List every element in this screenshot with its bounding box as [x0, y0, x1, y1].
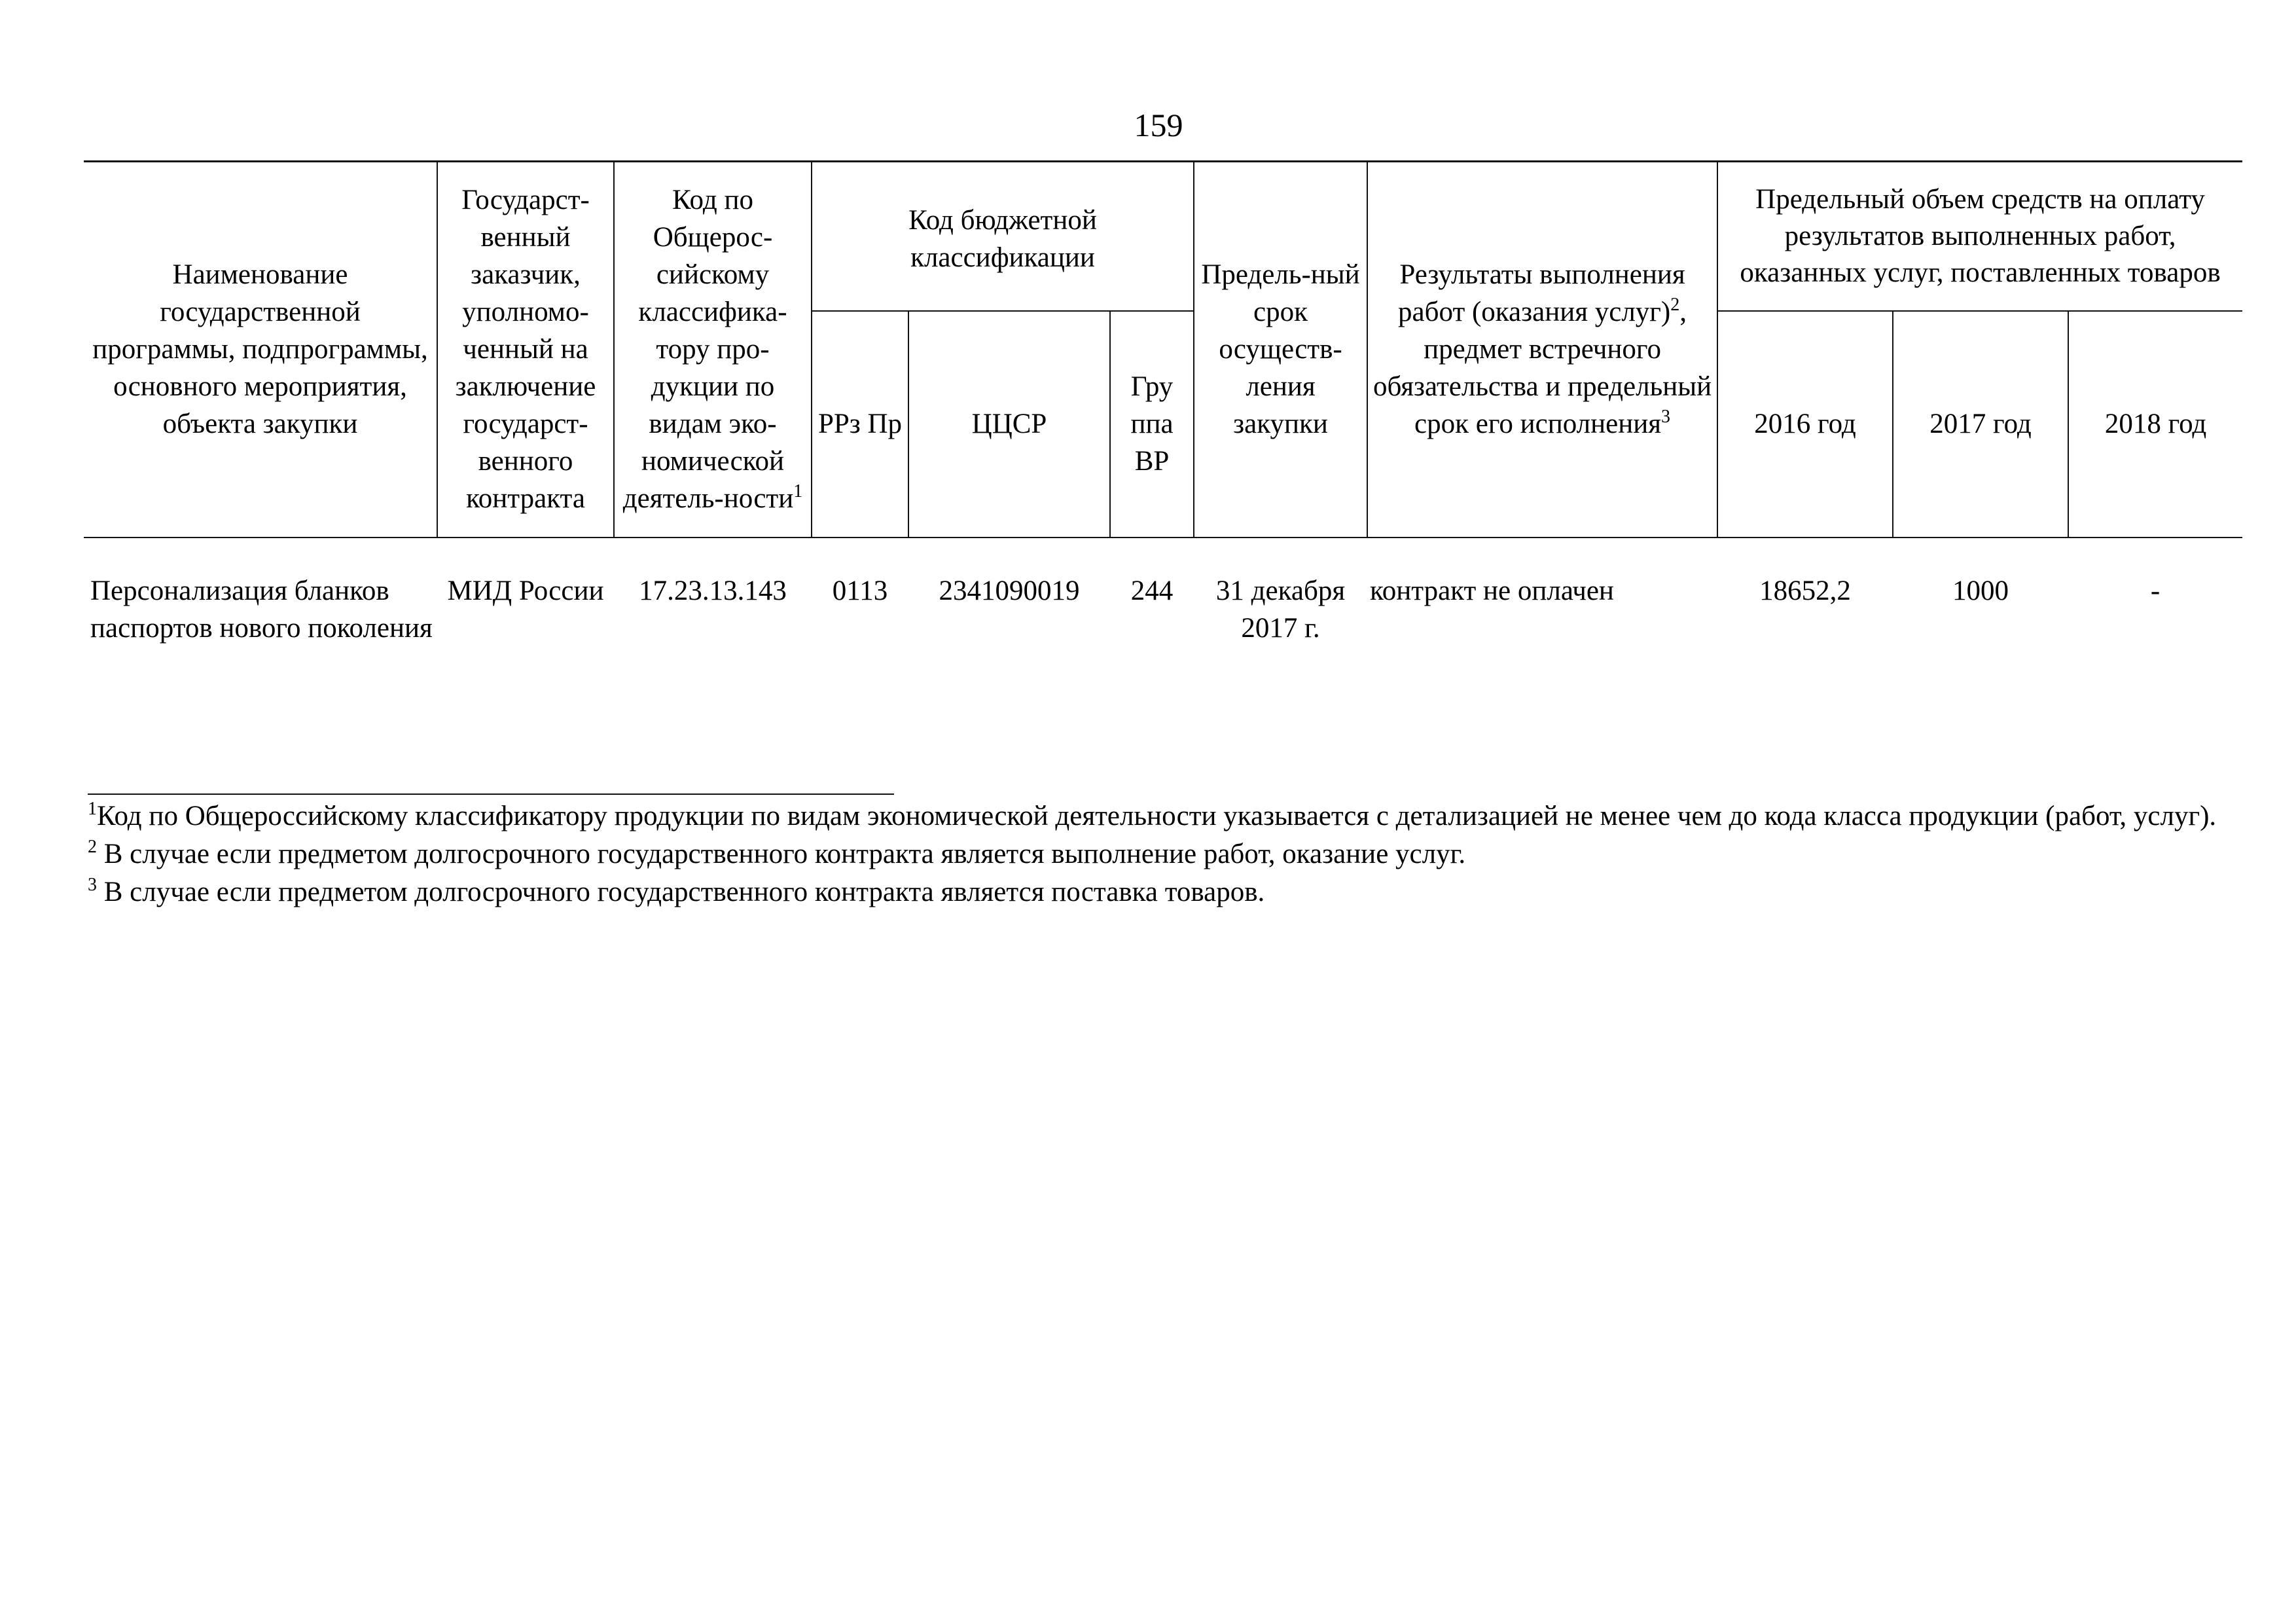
footnote-mark: 3	[88, 875, 97, 895]
header-budget-code	[812, 162, 1194, 311]
footnote-1	[88, 797, 2248, 835]
cell-deadline: 31 декабря 2017 г.	[1215, 575, 1346, 644]
page-number: 159	[1134, 107, 1183, 143]
footnote-2	[88, 835, 2248, 873]
header-funds-limit: Предельный объем средств на оплату результатов выполненных работ, оказанных услуг, поставленных товаров	[1717, 162, 2242, 311]
cell-okpd: 17.23.13.143	[639, 575, 787, 606]
header-results-rest: , предмет встречного обязательства и предельный срок его исполнения	[1372, 297, 1712, 440]
cell-2017: 1000	[1952, 575, 2009, 606]
header-budget-code-text: Код бюджетной классификации	[908, 205, 1097, 273]
procurement-table	[84, 160, 2242, 647]
cell-name: Персонализация бланков паспортов нового поколения	[90, 575, 433, 644]
cell-2018: -	[2150, 575, 2161, 606]
cell-tsssr: 2341090019	[939, 575, 1080, 606]
header-results-text: Результаты выполнения работ (оказания услуг)	[1398, 259, 1685, 328]
footnote-mark: 1	[88, 799, 97, 819]
header-results	[1367, 162, 1717, 538]
header-program-name: Наименование государственной программы, подпрограммы, основного мероприятия, объекта закупки	[84, 162, 437, 538]
header-year-2018: 2018 год	[2068, 311, 2242, 538]
footnotes	[88, 797, 2248, 911]
header-okpd-code-text: Код по Общерос-сийскому классифика-тору про-дукции по видам эко-номической деятель-ности	[622, 185, 794, 515]
footnote-ref-3: 3	[1661, 407, 1671, 428]
footnote-ref-1: 1	[793, 481, 803, 502]
cell-result: контракт не оплачен	[1370, 575, 1614, 606]
header-okpd-code	[614, 162, 812, 538]
cell-vr: 244	[1130, 575, 1174, 606]
header-deadline: Предель-ный срок осуществ-ления закупки	[1194, 162, 1367, 538]
footnote-3	[88, 873, 2248, 911]
table-row	[84, 538, 2242, 647]
cell-2016: 18652,2	[1759, 575, 1851, 606]
footnote-text: Код по Общероссийскому классификатору продукции по видам экономической деятельности указывается с детализацией не менее чем до кода класса продукции (работ, услуг).	[97, 801, 2217, 831]
footnote-divider	[88, 793, 894, 795]
footnote-text: В случае если предметом долгосрочного государственного контракта является выполнение работ, оказание услуг.	[103, 839, 1466, 869]
cell-customer: МИД России	[447, 575, 604, 606]
footnote-mark: 2	[88, 837, 97, 857]
footnote-text: В случае если предметом долгосрочного государственного контракта является поставка товаров.	[103, 877, 1265, 907]
header-tsssr: ЦЦСР	[908, 311, 1110, 538]
header-year-2017: 2017 год	[1893, 311, 2068, 538]
header-vr: Гру ппа ВР	[1110, 311, 1194, 538]
header-customer: Государст-венный заказчик, уполномо-ченный на заключение государст-венного контракта	[437, 162, 614, 538]
footnote-ref-2: 2	[1670, 295, 1680, 316]
header-rzpr: РРз Пр	[812, 311, 908, 538]
header-year-2016: 2016 год	[1717, 311, 1893, 538]
cell-rzpr: 0113	[832, 575, 888, 606]
